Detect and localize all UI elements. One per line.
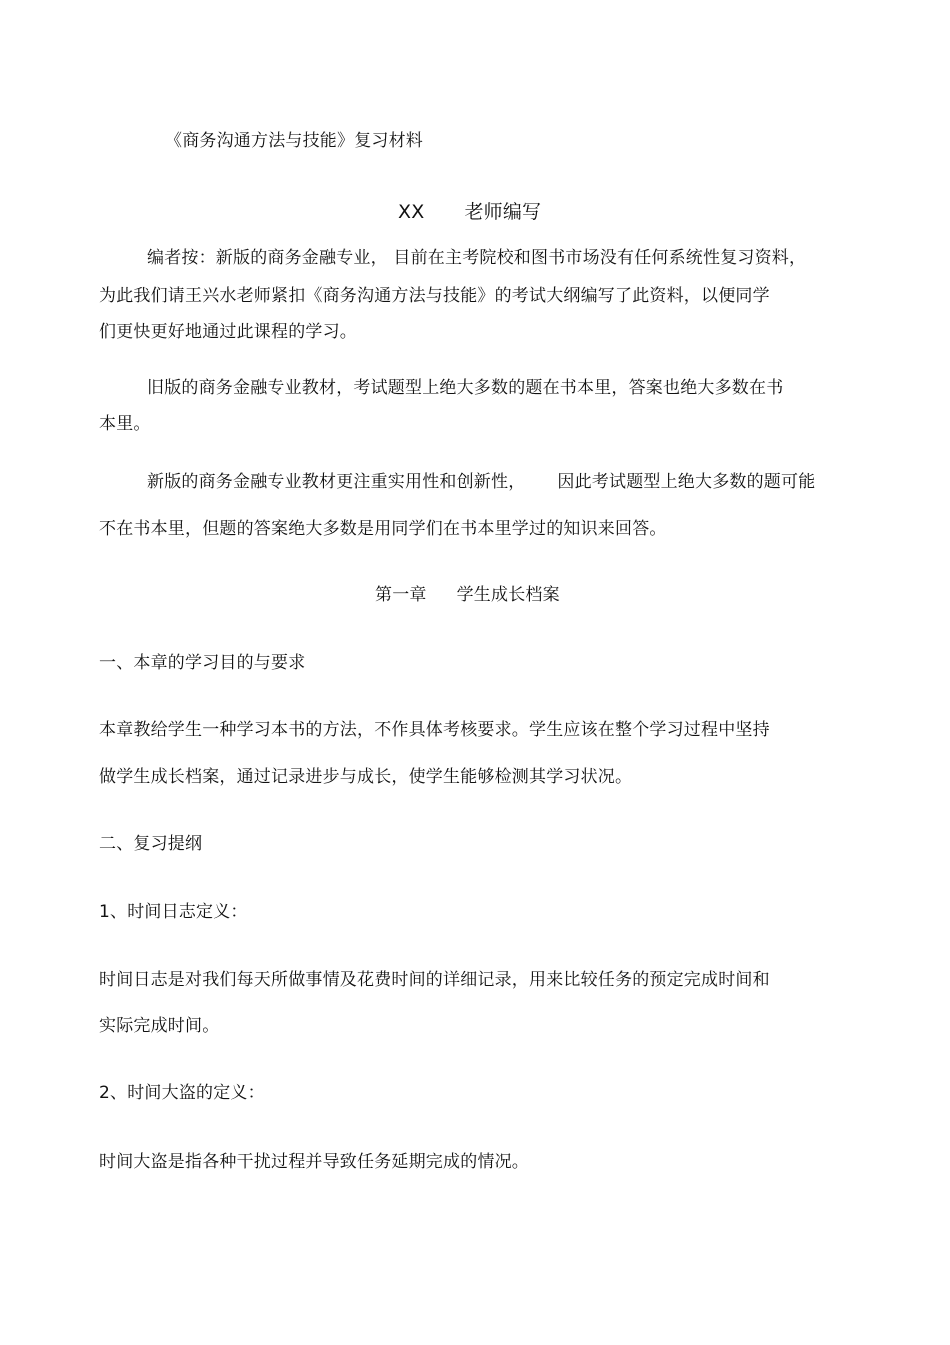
item-2-heading: 2、时间大盗的定义： <box>99 1083 265 1103</box>
author-prefix: XX <box>398 201 425 223</box>
new-edition-line-1 <box>147 470 815 494</box>
editor-note-line-2: 为此我们请王兴水老师紧扣《商务沟通方法与技能》的考试大纲编写了此资料，以便同学 <box>99 286 770 306</box>
chapter-heading <box>375 583 560 607</box>
new-edition-line-1a: 新版的商务金融专业教材更注重实用性和创新性， <box>147 472 526 492</box>
section-2-heading: 二、复习提纲 <box>99 834 203 854</box>
item-1-line-2: 实际完成时间。 <box>99 1016 220 1036</box>
document-title: 《商务沟通方法与技能》复习材料 <box>165 131 423 151</box>
item-1-line-1: 时间日志是对我们每天所做事情及花费时间的详细记录，用来比较任务的预定完成时间和 <box>99 970 770 990</box>
author-line <box>398 200 541 224</box>
chapter-number: 第一章 <box>375 585 427 605</box>
chapter-name: 学生成长档案 <box>456 585 560 605</box>
old-edition-line-1: 旧版的商务金融专业教材，考试题型上绝大多数的题在书本里，答案也绝大多数在书 <box>147 378 784 398</box>
section-1-line-1: 本章教给学生一种学习本书的方法，不作具体考核要求。学生应该在整个学习过程中坚持 <box>99 720 770 740</box>
old-edition-line-2: 本里。 <box>99 414 151 434</box>
item-2-line-1: 时间大盗是指各种干扰过程并导致任务延期完成的情况。 <box>99 1152 529 1172</box>
new-edition-line-2: 不在书本里，但题的答案绝大多数是用同学们在书本里学过的知识来回答。 <box>99 519 667 539</box>
new-edition-line-1b: 因此考试题型上绝大多数的题可能 <box>557 472 816 492</box>
section-1-heading: 一、本章的学习目的与要求 <box>99 653 306 673</box>
item-1-heading: 1、时间日志定义： <box>99 902 248 922</box>
editor-note-line-1: 编者按：新版的商务金融专业， 目前在主考院校和图书市场没有任何系统性复习资料， <box>147 248 807 268</box>
section-1-line-2: 做学生成长档案，通过记录进步与成长，使学生能够检测其学习状况。 <box>99 767 633 787</box>
editor-note-line-3: 们更快更好地通过此课程的学习。 <box>99 322 357 342</box>
author-suffix: 老师编写 <box>464 201 542 223</box>
